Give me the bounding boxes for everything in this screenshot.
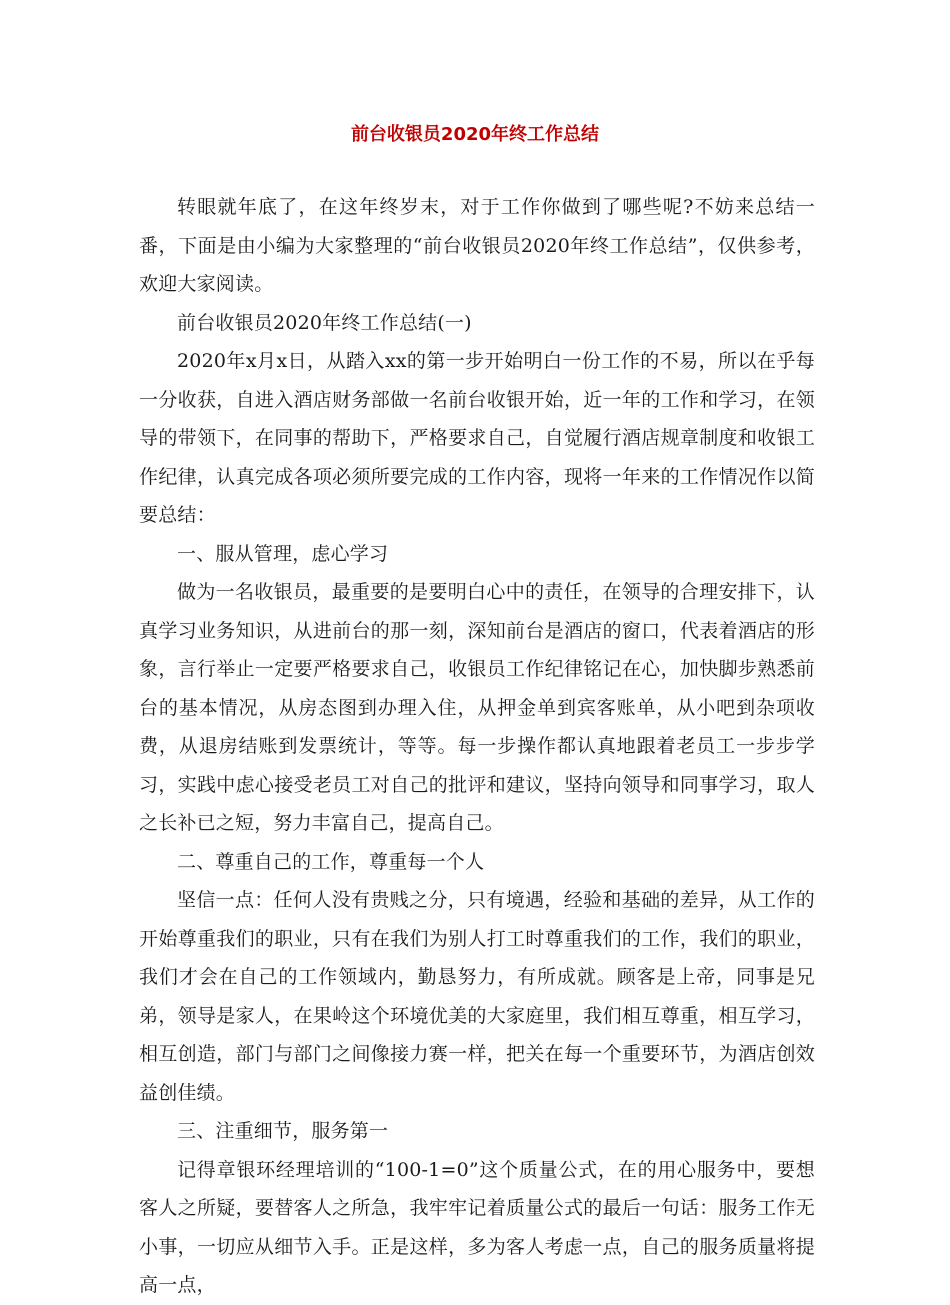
subheading-1: 一、服从管理，虑心学习: [177, 542, 389, 565]
paragraph-3: 记得章银环经理培训的“100-1=0”这个质量公式，在的用心服务中，要想客人之所疑，要替客人之所急，我牢牢记着质量公式的最后一句话：服务工作无小事，一切应从细节入手。正是这样，多为客人考虑一点，自己的服务质量将提高一点，: [139, 1158, 815, 1296]
subheading-2: 二、尊重自己的工作，尊重每一个人: [177, 850, 485, 873]
subheading-3: 三、注重细节，服务第一: [177, 1120, 389, 1142]
section-heading-part-one: 前台收银员2020年终工作总结(一): [177, 311, 472, 334]
paragraph-1: 做为一名收银员，最重要的是要明白心中的责任，在领导的合理安排下，认真学习业务知识，从进前台的那一刻，深知前台是酒店的窗口，代表着酒店的形象，言行举止一定要严格要求自己，收银员工作纪律铭记在心，加快脚步熟悉前台的基本情况，从房态图到办理入住，从押金单到宾客账单，从小吧到杂项收费，从退房结账到发票统计，等等。每一步操作都认真地跟着老员工一步步学习，实践中虑心接受老员工对自己的批评和建议，坚持向领导和同事学习，取人之长补已之短，努力丰富自己，提高自己。: [139, 581, 815, 834]
paragraph-2: 坚信一点：任何人没有贵贱之分，只有境遇，经验和基础的差异，从工作的开始尊重我们的职业，只有在我们为别人打工时尊重我们的工作，我们的职业，我们才会在自己的工作领域内，勤恳努力，有所成就。顾客是上帝，同事是兄弟，领导是家人，在果岭这个环境优美的大家庭里，我们相互尊重，相互学习，相互创造，部门与部门之间像接力赛一样，把关在每一个重要环节，为酒店创效益创佳绩。: [139, 889, 815, 1104]
paragraph-opening: 2020年x月x日，从踏入xx的第一步开始明白一份工作的不易，所以在乎每一分收获，自进入酒店财务部做一名前台收银开始，近一年的工作和学习，在领导的带领下，在同事的帮助下，严格要求自己，自觉履行酒店规章制度和收银工作纪律，认真完成各项必须所要完成的工作内容，现将一年来的工作情况作以简要总结：: [139, 350, 815, 526]
document-body: [139, 188, 815, 1305]
document-title: 前台收银员2020年终工作总结: [350, 124, 600, 145]
paragraph-intro: 转眼就年底了，在这年终岁末，对于工作你做到了哪些呢?不妨来总结一番，下面是由小编为大家整理的“前台收银员2020年终工作总结”，仅供参考，欢迎大家阅读。: [139, 196, 815, 295]
